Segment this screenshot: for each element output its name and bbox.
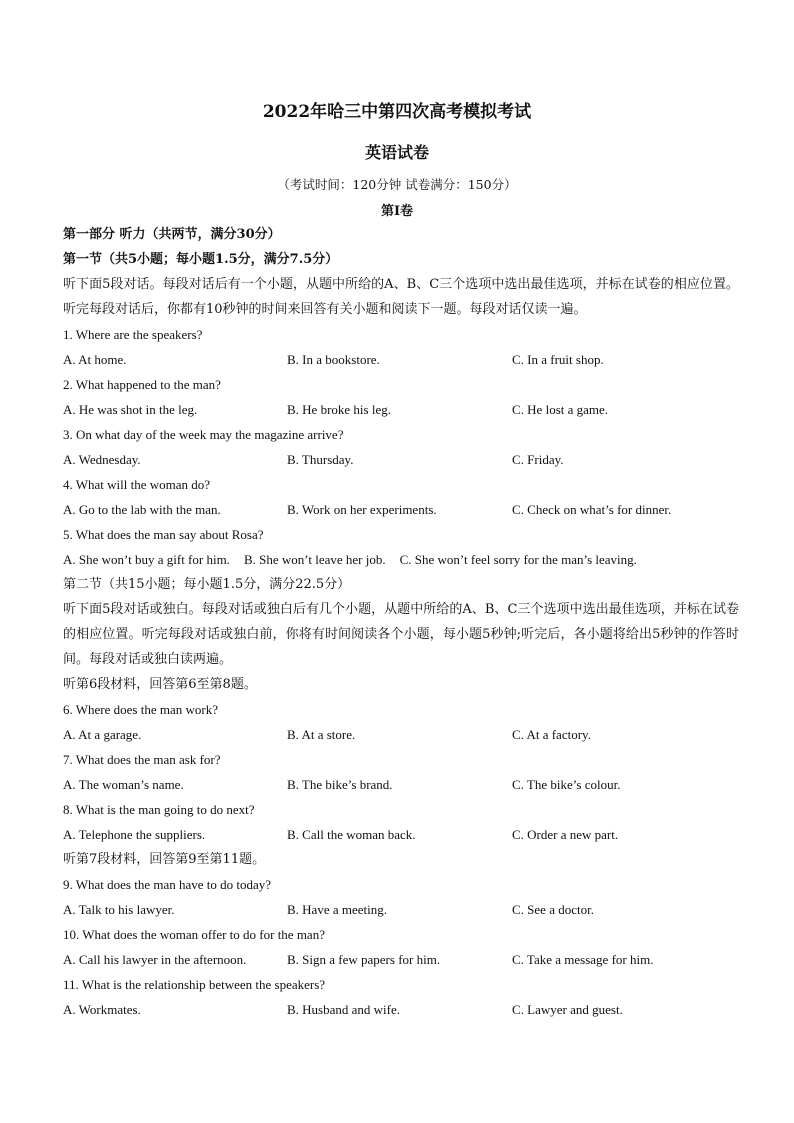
question-text: 8. What is the man going to do next? [63, 802, 255, 817]
option-c: C. In a fruit shop. [512, 352, 604, 367]
question-block [63, 747, 739, 797]
option-c: C. The bike’s colour. [512, 777, 621, 792]
option-c: C. Friday. [512, 452, 564, 467]
options-row [63, 947, 739, 972]
options-row [63, 897, 739, 922]
options-row [63, 447, 739, 472]
question-text: 4. What will the woman do? [63, 477, 211, 492]
option-a: A. She won’t buy a gift for him. [63, 552, 230, 567]
option-b: B. She won’t leave her job. [243, 552, 386, 567]
option-c: C. Check on what’s for dinner. [512, 502, 672, 517]
question-text: 3. On what day of the week may the magazine arrive? [63, 427, 344, 442]
option-c: C. He lost a game. [512, 402, 609, 417]
question-block [63, 322, 739, 372]
exam-info: （考试时间：120分钟 试卷满分：150分） [277, 177, 517, 192]
option-c: C. Order a new part. [512, 827, 619, 842]
question-block [63, 922, 739, 972]
question-block [63, 872, 739, 922]
options-row [63, 772, 739, 797]
group7-label: 听第7段材料，回答第9至第11题。 [63, 852, 266, 867]
question-text: 6. Where does the man work? [63, 702, 218, 717]
question-block [63, 697, 739, 747]
question-text: 1. Where are the speakers? [63, 327, 203, 342]
exam-title: 2022年哈三中第四次高考模拟考试 [262, 102, 532, 122]
part1-heading: 第一部分 听力（共两节，满分30分） [63, 227, 281, 242]
options-row [63, 397, 739, 422]
section2-instructions: 听下面5段对话或独白。每段对话或独白后有几个小题，从题中所给的A、B、C三个选项中选出最佳选项，并标在试卷的相应位置。听完每段对话或独白前，你将有时间阅读各个小题，每小题5秒钟;听完后，各小题将给出5秒钟的作答时间。每段对话或独白读两遍。 [63, 602, 739, 667]
option-a: A. At home. [63, 352, 127, 367]
options-row [63, 822, 739, 847]
options-row [63, 547, 739, 572]
option-b: B. Sign a few papers for him. [287, 952, 441, 967]
section1-heading: 第一节（共5小题；每小题1.5分，满分7.5分） [63, 252, 339, 267]
question-text: 10. What does the woman offer to do for the man? [63, 927, 325, 942]
option-a: A. Workmates. [63, 1002, 141, 1017]
option-a: A. At a garage. [63, 727, 142, 742]
volume-label: 第I卷 [380, 204, 414, 219]
section1-instructions: 听下面5段对话。每段对话后有一个小题，从题中所给的A、B、C三个选项中选出最佳选项，并标在试卷的相应位置。听完每段对话后，你都有10秒钟的时间来回答有关小题和阅读下一题。每段对话仅读一遍。 [63, 277, 739, 317]
option-a: A. Telephone the suppliers. [63, 827, 206, 842]
question-block [63, 422, 739, 472]
exam-content [63, 222, 739, 1022]
option-b: B. Thursday. [287, 452, 354, 467]
option-b: B. Have a meeting. [287, 902, 387, 917]
question-block [63, 797, 739, 847]
option-a: A. He was shot in the leg. [63, 402, 198, 417]
option-a: A. Wednesday. [63, 452, 141, 467]
option-b: B. At a store. [287, 727, 356, 742]
option-a: A. Talk to his lawyer. [63, 902, 175, 917]
question-text: 2. What happened to the man? [63, 377, 221, 392]
question-block [63, 522, 739, 572]
option-a: A. The woman’s name. [63, 777, 184, 792]
option-b: B. In a bookstore. [287, 352, 380, 367]
question-text: 9. What does the man have to do today? [63, 877, 272, 892]
option-c: C. Take a message for him. [512, 952, 654, 967]
section2-heading: 第二节（共15小题；每小题1.5分，满分22.5分） [63, 577, 351, 592]
option-c: C. See a doctor. [512, 902, 594, 917]
option-a: A. Go to the lab with the man. [63, 502, 221, 517]
option-c: C. She won’t feel sorry for the man’s leaving. [399, 552, 637, 567]
option-b: B. Call the woman back. [287, 827, 416, 842]
option-c: C. Lawyer and guest. [512, 1002, 623, 1017]
option-a: A. Call his lawyer in the afternoon. [63, 952, 247, 967]
question-block [63, 472, 739, 522]
options-row [63, 347, 739, 372]
question-text: 11. What is the relationship between the speakers? [63, 977, 326, 992]
option-c: C. At a factory. [512, 727, 591, 742]
exam-subtitle: 英语试卷 [364, 143, 429, 162]
option-b: B. He broke his leg. [287, 402, 391, 417]
option-b: B. Work on her experiments. [287, 502, 437, 517]
group6-label: 听第6段材料，回答第6至第8题。 [63, 677, 257, 692]
question-block [63, 972, 739, 1022]
options-row [63, 997, 739, 1022]
question-text: 7. What does the man ask for? [63, 752, 221, 767]
option-b: B. Husband and wife. [287, 1002, 401, 1017]
options-row [63, 497, 739, 522]
question-text: 5. What does the man say about Rosa? [63, 527, 264, 542]
option-b: B. The bike’s brand. [287, 777, 393, 792]
question-block [63, 372, 739, 422]
options-row [63, 722, 739, 747]
